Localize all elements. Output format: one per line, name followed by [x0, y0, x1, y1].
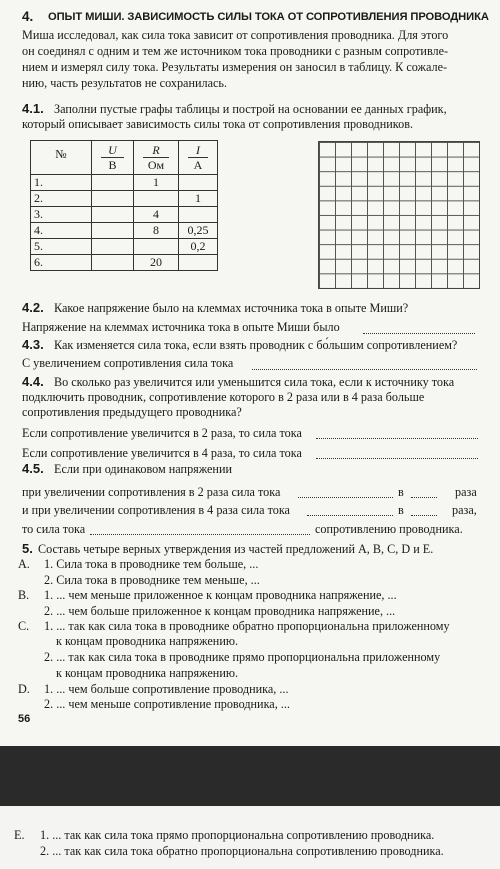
cell-voltage[interactable] [92, 207, 134, 223]
q43-text: Как изменяется сила тока, если взять проводник с бо́льшим сопротивлением? [54, 338, 458, 352]
q42-text: Какое напряжение было на клеммах источника тока в опыте Миши? [54, 301, 409, 315]
graph-grid[interactable] [318, 141, 480, 289]
cell: 8 [134, 223, 179, 239]
answer-line[interactable] [298, 497, 393, 498]
page-number: 56 [18, 713, 31, 725]
q43-answer-label: С увеличением сопротивления сила тока [22, 356, 234, 370]
cell-voltage[interactable] [92, 239, 134, 255]
q42-answer-label: Напряжение на клеммах источника тока в опыте Миши было [22, 320, 340, 334]
q45-raza: раза [455, 485, 477, 499]
workbook-page-continued [0, 806, 500, 869]
cell: 6. [31, 255, 92, 271]
q5-text: Составь четыре верных утверждения из частей предложений A, B, C, D и E. [38, 542, 434, 556]
table-row [31, 255, 218, 271]
section-title: ОПЫТ МИШИ. ЗАВИСИМОСТЬ СИЛЫ ТОКА ОТ СОПРОТИВЛЕНИЯ ПРОВОДНИКА [48, 11, 489, 23]
option-a1: 1. Сила тока в проводнике тем больше, ... [44, 557, 259, 571]
cell-voltage[interactable] [92, 175, 134, 191]
cell: 2. [31, 191, 92, 207]
answer-line[interactable] [307, 515, 393, 516]
cell-voltage[interactable] [92, 255, 134, 271]
q41-number: 4.1. [22, 101, 44, 116]
option-d2: 2. ... чем меньше сопротивление проводника, ... [44, 697, 290, 711]
q43-number: 4.3. [22, 337, 44, 352]
q45-line2: и при увеличении сопротивления в 4 раза сила тока [22, 503, 290, 517]
q45-raza: раза, [452, 503, 477, 517]
cell-resistance[interactable] [134, 239, 179, 255]
cell: 20 [134, 255, 179, 271]
measurement-table [30, 140, 218, 271]
option-b1: 1. ... чем меньше приложенное к концам проводника напряжение, ... [44, 588, 397, 602]
q44-text: подключить проводник, сопротивление которого в 2 раза или в 4 раза больше [22, 390, 425, 404]
table-row [31, 207, 218, 223]
cell-voltage[interactable] [92, 191, 134, 207]
option-c1: 1. ... так как сила тока в проводнике обратно пропорциональна приложенному [44, 619, 450, 633]
cell-voltage[interactable] [92, 223, 134, 239]
cell: 1. [31, 175, 92, 191]
answer-line[interactable] [411, 515, 437, 516]
answer-line[interactable] [316, 438, 478, 439]
q45-line3: то сила тока [22, 522, 86, 536]
option-letter: D. [18, 682, 30, 696]
header-current: I А [179, 141, 218, 175]
q45-number: 4.5. [22, 461, 44, 476]
q41-text: который описывает зависимость силы тока от сопротивления проводников. [22, 117, 414, 131]
cell-current[interactable] [179, 207, 218, 223]
option-e1: 1. ... так как сила тока прямо пропорциональна сопротивлению проводника. [40, 828, 435, 842]
q45-text: Если при одинаковом напряжении [54, 462, 233, 476]
intro-line: Миша исследовал, как сила тока зависит от сопротивления проводника. Для этого [22, 28, 449, 42]
header-resistance: R Ом [134, 141, 179, 175]
option-letter: E. [14, 828, 25, 842]
cell-current[interactable] [179, 175, 218, 191]
q45-line3-end: сопротивлению проводника. [315, 522, 463, 536]
cell-current[interactable] [179, 255, 218, 271]
q41-text: Заполни пустые графы таблицы и построй на основании ее данных график, [54, 102, 447, 116]
answer-line[interactable] [252, 369, 477, 370]
q42-number: 4.2. [22, 300, 44, 315]
header-number: № [31, 141, 92, 175]
section-number: 4. [22, 9, 34, 24]
option-d1: 1. ... чем больше сопротивление проводника, ... [44, 682, 289, 696]
option-letter: A. [18, 557, 30, 571]
cell: 5. [31, 239, 92, 255]
q45-v: в [398, 503, 404, 517]
table-row [31, 175, 218, 191]
cell: 4 [134, 207, 179, 223]
table-row [31, 223, 218, 239]
q44-text: сопротивления предыдущего проводника? [22, 405, 242, 419]
option-c1-cont: к концам проводника напряжению. [56, 634, 238, 648]
q44-answer-1: Если сопротивление увеличится в 2 раза, то сила тока [22, 426, 302, 440]
q45-line1: при увеличении сопротивления в 2 раза сила тока [22, 485, 281, 499]
answer-line[interactable] [90, 534, 310, 535]
intro-line: нием и измерял силу тока. Результаты измерения он заносил в таблицу. К сожале- [22, 60, 448, 74]
cell: 1 [179, 191, 218, 207]
option-letter: C. [18, 619, 30, 633]
intro-line: он соединял с одним и тем же источником тока проводники с разным сопротивле- [22, 44, 449, 58]
option-c2-cont: к концам проводника напряжению. [56, 666, 238, 680]
q44-text: Во сколько раз увеличится или уменьшится сила тока, если к источнику тока [54, 375, 455, 389]
q44-answer-2: Если сопротивление увеличится в 4 раза, то сила тока [22, 446, 302, 460]
option-letter: B. [18, 588, 30, 602]
cell: 1 [134, 175, 179, 191]
answer-line[interactable] [363, 333, 475, 334]
cell: 0,25 [179, 223, 218, 239]
q5-number: 5. [22, 541, 33, 556]
option-a2: 2. Сила тока в проводнике тем меньше, ... [44, 573, 260, 587]
intro-line: нию, часть результатов не сохранилась. [22, 76, 228, 90]
page-gap [0, 746, 500, 806]
table-row [31, 191, 218, 207]
answer-line[interactable] [316, 458, 478, 459]
cell: 3. [31, 207, 92, 223]
option-c2: 2. ... так как сила тока в проводнике прямо пропорциональна приложенному [44, 650, 441, 664]
answer-line[interactable] [411, 497, 437, 498]
header-voltage: U В [92, 141, 134, 175]
option-b2: 2. ... чем больше приложенное к концам проводника напряжение, ... [44, 604, 396, 618]
cell: 4. [31, 223, 92, 239]
q45-v: в [398, 485, 404, 499]
table-row [31, 239, 218, 255]
q44-number: 4.4. [22, 374, 44, 389]
option-e2: 2. ... так как сила тока обратно пропорциональна сопротивлению проводника. [40, 844, 444, 858]
cell-resistance[interactable] [134, 191, 179, 207]
cell: 0,2 [179, 239, 218, 255]
